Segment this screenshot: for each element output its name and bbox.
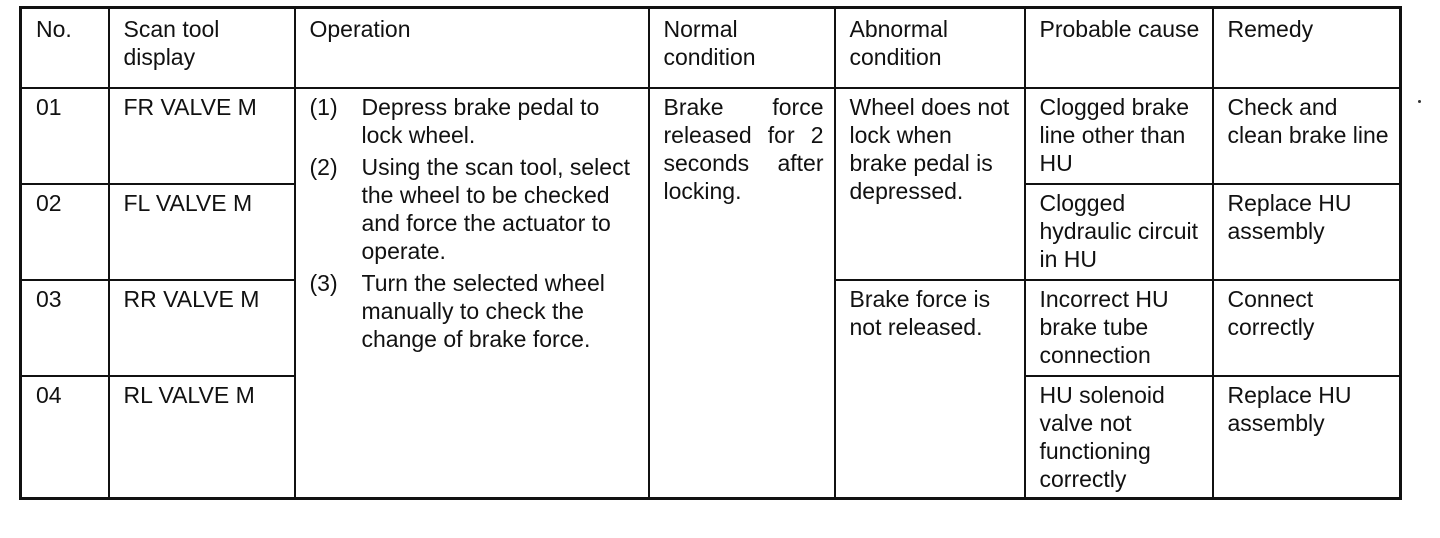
cell-no: 02 [21, 184, 109, 280]
cell-remedy: Replace HU assembly [1213, 184, 1401, 280]
header-remedy: Remedy [1213, 8, 1401, 89]
header-operation: Operation [295, 8, 649, 89]
diagnosis-table [19, 6, 1402, 500]
cell-scan-tool-display: FR VALVE M [109, 88, 295, 184]
diagnosis-table-wrapper [19, 6, 1402, 500]
cell-remedy: Connect correctly [1213, 280, 1401, 376]
cell-scan-tool-display: RR VALVE M [109, 280, 295, 376]
cell-probable-cause: Clogged brake line other than HU [1025, 88, 1213, 184]
cell-no: 01 [21, 88, 109, 184]
operation-step [310, 153, 638, 265]
step-text: Depress brake pedal to lock wheel. [361, 94, 600, 148]
cell-normal-condition: Brake force released for 2 seconds after locking. [649, 88, 835, 499]
operation-step [310, 93, 638, 149]
cell-no: 04 [21, 376, 109, 499]
cell-scan-tool-display: RL VALVE M [109, 376, 295, 499]
header-no: No. [21, 8, 109, 89]
cell-abnormal-condition: Wheel does not lock when brake pedal is depressed. [835, 88, 1025, 280]
step-text: Turn the selected wheel manually to check the change of brake force. [361, 270, 605, 352]
operation-step [310, 269, 638, 353]
cell-scan-tool-display: FL VALVE M [109, 184, 295, 280]
cell-probable-cause: Incorrect HU brake tube connection [1025, 280, 1213, 376]
scan-speck [1418, 100, 1421, 103]
cell-no: 03 [21, 280, 109, 376]
cell-abnormal-condition: Brake force is not released. [835, 280, 1025, 499]
header-row [21, 8, 1401, 89]
table-row [21, 88, 1401, 184]
header-normal-condition: Normal condition [649, 8, 835, 89]
cell-probable-cause: Clogged hydraulic circuit in HU [1025, 184, 1213, 280]
operation-steps [310, 93, 638, 353]
header-probable-cause: Probable cause [1025, 8, 1213, 89]
step-text: Using the scan tool, select the wheel to be checked and force the actuator to operate. [361, 154, 630, 264]
cell-operation [295, 88, 649, 499]
step-number: (1) [309, 94, 338, 120]
header-scan-tool-display: Scan tool display [109, 8, 295, 89]
step-number: (3) [309, 270, 338, 296]
cell-remedy: Replace HU assembly [1213, 376, 1401, 499]
header-abnormal-condition: Abnormal condition [835, 8, 1025, 89]
cell-remedy: Check and clean brake line [1213, 88, 1401, 184]
step-number: (2) [309, 154, 338, 180]
cell-probable-cause: HU solenoid valve not functioning correctly [1025, 376, 1213, 499]
